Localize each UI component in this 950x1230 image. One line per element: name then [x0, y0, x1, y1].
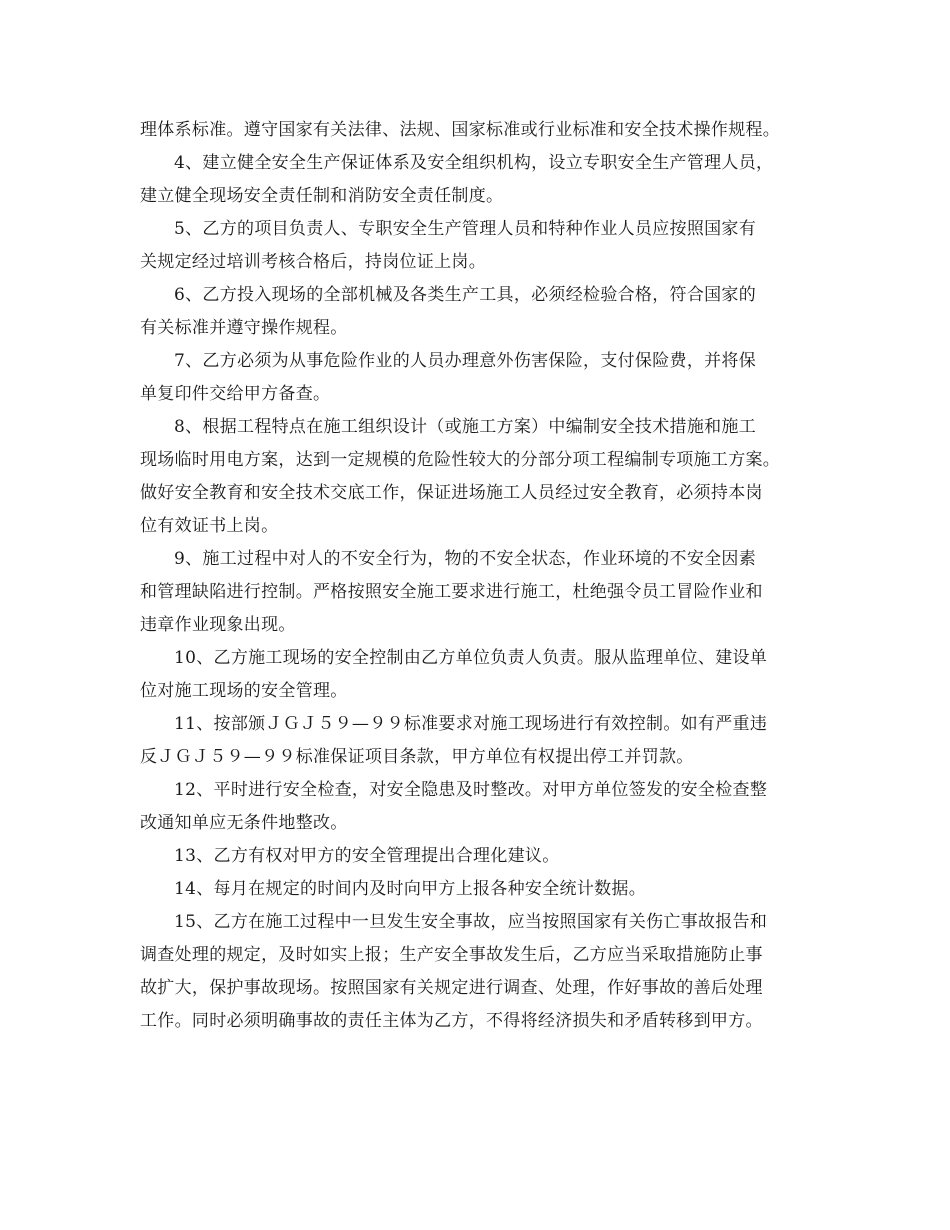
- text-line: 反ＪＧＪ５９—９９标准保证项目条款，甲方单位有权提出停工并罚款。: [140, 747, 694, 767]
- text-line: 单复印件交给甲方备查。: [140, 384, 331, 404]
- text-line: 故扩大，保护事故现场。按照国家有关规定进行调查、处理，作好事故的善后处理: [140, 978, 763, 998]
- text-line: 现场临时用电方案，达到一定规模的危险性较大的分部分项工程编制专项施工方案。: [140, 450, 781, 470]
- clause-12-line: 12、平时进行安全检查，对安全隐患及时整改。对甲方单位签发的安全检查整: [174, 780, 768, 800]
- clause-6-line: 6、乙方投入现场的全部机械及各类生产工具，必须经检验合格，符合国家的: [174, 285, 757, 305]
- clause-9-line: 9、施工过程中对人的不安全行为，物的不安全状态，作业环境的不安全因素: [174, 549, 757, 569]
- text-line: 做好安全教育和安全技术交底工作，保证进场施工人员经过安全教育，必须持本岗: [140, 483, 763, 503]
- text-line: 理体系标准。遵守国家有关法律、法规、国家标准或行业标准和安全技术操作规程。: [140, 120, 781, 140]
- text-line: 建立健全现场安全责任制和消防安全责任制度。: [140, 186, 504, 206]
- clause-10-line: 10、乙方施工现场的安全控制由乙方单位负责人负责。服从监理单位、建设单: [174, 648, 768, 668]
- text-line: 位对施工现场的安全管理。: [140, 681, 348, 701]
- clause-8-line: 8、根据工程特点在施工组织设计（或施工方案）中编制安全技术措施和施工: [174, 417, 757, 437]
- text-line: 调查处理的规定，及时如实上报；生产安全事故发生后，乙方应当采取措施防止事: [140, 945, 763, 965]
- text-line: 位有效证书上岗。: [140, 516, 279, 536]
- text-line: 和管理缺陷进行控制。严格按照安全施工要求进行施工，杜绝强令员工冒险作业和: [140, 582, 763, 602]
- text-line: 工作。同时必须明确事故的责任主体为乙方，不得将经济损失和矛盾转移到甲方。: [140, 1011, 763, 1031]
- text-line: 关规定经过培训考核合格后，持岗位证上岗。: [140, 252, 486, 272]
- clause-11-line: 11、按部颁ＪＧＪ５９—９９标准要求对施工现场进行有效控制。如有严重违: [174, 714, 768, 734]
- text-line: 改通知单应无条件地整改。: [140, 813, 348, 833]
- clause-5-line: 5、乙方的项目负责人、专职安全生产管理人员和特种作业人员应按照国家有: [174, 219, 757, 239]
- clause-15-line: 15、乙方在施工过程中一旦发生安全事故，应当按照国家有关伤亡事故报告和: [174, 912, 768, 932]
- text-line: 违章作业现象出现。: [140, 615, 296, 635]
- clause-14-line: 14、每月在规定的时间内及时向甲方上报各种安全统计数据。: [174, 879, 647, 899]
- clause-4-line: 4、建立健全安全生产保证体系及安全组织机构，设立专职安全生产管理人员，: [174, 153, 774, 173]
- text-line: 有关标准并遵守操作规程。: [140, 318, 348, 338]
- clause-13-line: 13、乙方有权对甲方的安全管理提出合理化建议。: [174, 846, 560, 866]
- document-body: [140, 114, 812, 1038]
- clause-7-line: 7、乙方必须为从事危险作业的人员办理意外伤害保险，支付保险费，并将保: [174, 351, 757, 371]
